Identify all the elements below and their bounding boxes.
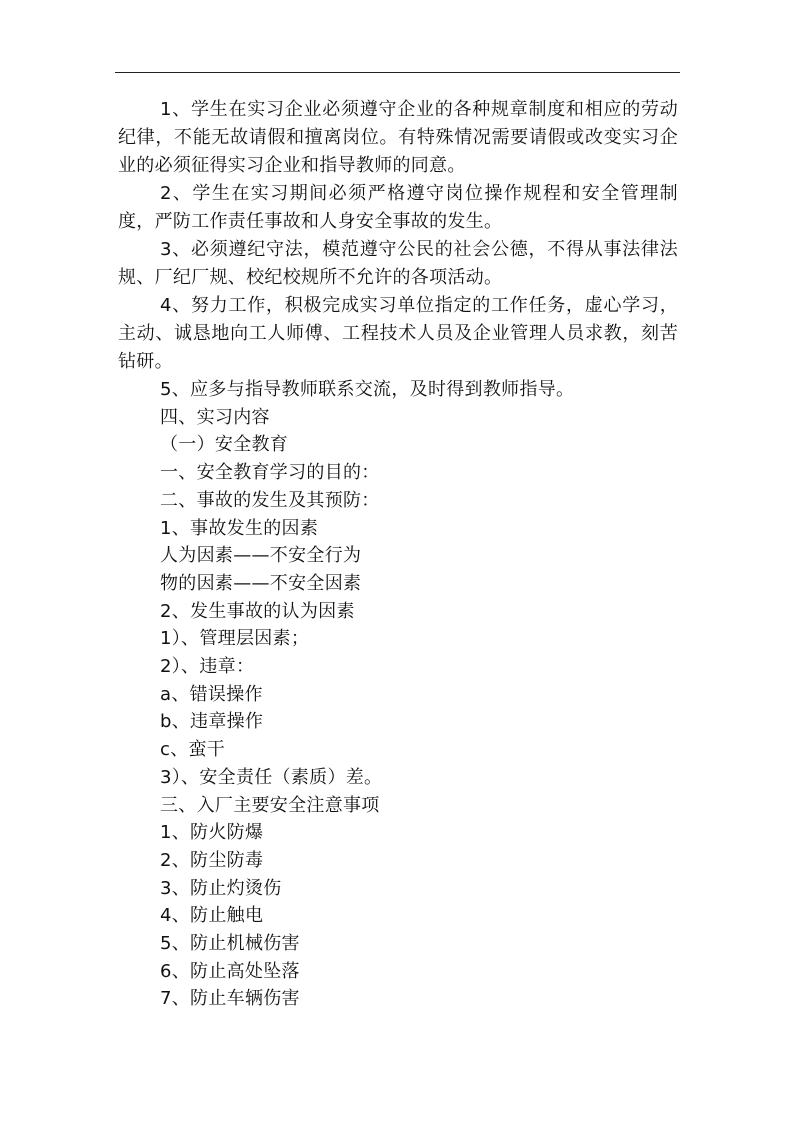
list-item: 1）、管理层因素； — [160, 628, 310, 650]
list-item: c、蛮干 — [160, 739, 226, 761]
heading-factory-safety-notes: 三、入厂主要安全注意事项 — [160, 794, 380, 816]
list-item: a、错误操作 — [160, 683, 263, 705]
list-item: 4、防止触电 — [160, 905, 264, 927]
heading-accident-prevention: 二、事故的发生及其预防： — [160, 489, 380, 511]
list-item: 7、防止车辆伤害 — [160, 988, 300, 1010]
subsection-heading-safety-education: （一）安全教育 — [160, 434, 289, 456]
list-item: 2）、违章： — [160, 656, 255, 678]
list-item: 6、防止高处坠落 — [160, 960, 300, 982]
document-body — [118, 96, 678, 1013]
list-item: 2、发生事故的认为因素 — [160, 600, 355, 622]
list-item: 1、防火防爆 — [160, 822, 264, 844]
section-heading-internship-content: 四、实习内容 — [160, 406, 270, 428]
rule-item-5: 5、应多与指导教师联系交流，及时得到教师指导。 — [160, 379, 575, 400]
rule-paragraph-1: 1、学生在实习企业必须遵守企业的各种规章制度和相应的劳动纪律，不能无故请假和擅离岗位。有特殊情况需要请假或改变实习企业的必须征得实习企业和指导教师的同意。 — [118, 99, 678, 176]
list-item: b、违章操作 — [160, 711, 264, 733]
list-item: 5、防止机械伤害 — [160, 933, 300, 955]
list-item: 人为因素——不安全行为 — [160, 545, 362, 567]
rule-paragraph-2: 2、学生在实习期间必须严格遵守岗位操作规程和安全管理制度，严防工作责任事故和人身安全事故的发生。 — [118, 183, 678, 232]
list-item: 物的因素——不安全因素 — [160, 572, 362, 594]
rule-paragraph-3: 3、必须遵纪守法，模范遵守公民的社会公德，不得从事法律法规、厂纪厂规、校纪校规所不允许的各项活动。 — [118, 239, 678, 288]
list-item: 1、事故发生的因素 — [160, 517, 319, 539]
rule-paragraph-4: 4、努力工作，积极完成实习单位指定的工作任务，虚心学习，主动、诚恳地向工人师傅、工程技术人员及企业管理人员求教，刻苦钻研。 — [118, 295, 678, 372]
list-item: 3）、安全责任（素质）差。 — [160, 766, 383, 788]
header-rule — [115, 72, 680, 73]
list-item: 2、防尘防毒 — [160, 849, 264, 871]
heading-safety-purpose: 一、安全教育学习的目的： — [160, 462, 380, 484]
list-item: 3、防止灼烫伤 — [160, 877, 282, 899]
